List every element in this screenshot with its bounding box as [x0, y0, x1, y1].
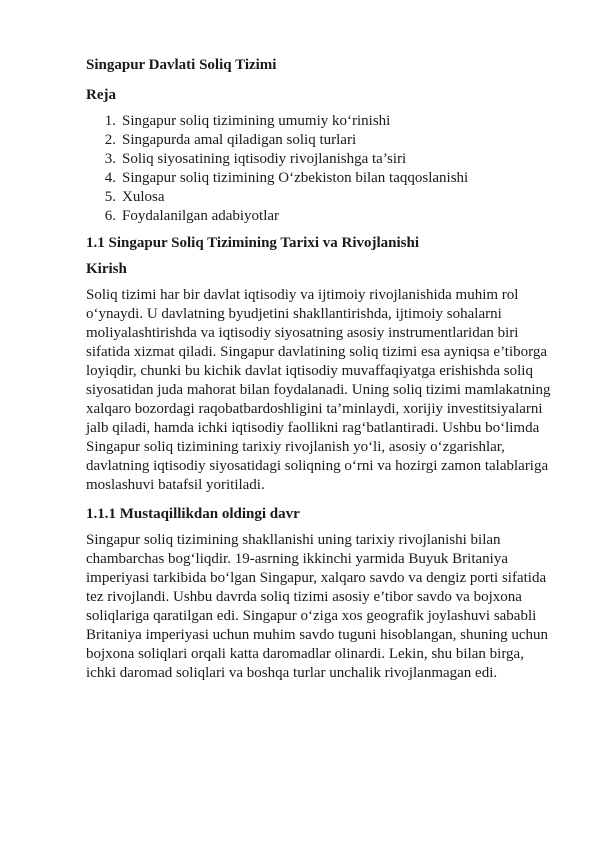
plan-item-number: 6. — [104, 208, 116, 224]
subsection-heading: 1.1.1 Mustaqillikdan oldingi davr — [86, 506, 300, 522]
intro-heading: Kirish — [86, 261, 127, 277]
plan-item — [86, 150, 556, 169]
plan-item-text: Xulosa — [122, 189, 165, 205]
plan-item-number: 4. — [104, 170, 116, 186]
plan-item-text: Soliq siyosatining iqtisodiy rivojlanishga ta’siri — [122, 151, 407, 167]
plan-item-number: 5. — [104, 189, 116, 205]
plan-item — [86, 169, 556, 188]
plan-item-text: Foydalanilgan adabiyotlar — [122, 208, 280, 224]
plan-item-text: Singapur soliq tizimining O‘zbekiston bilan taqqoslanishi — [122, 170, 469, 186]
plan-item-number: 2. — [104, 132, 116, 148]
plan-item — [86, 188, 556, 207]
plan-item — [86, 207, 556, 226]
intro-paragraph: Soliq tizimi har bir davlat iqtisodiy va ijtimoiy rivojlanishida muhim rol o‘ynaydi. U davlatning byudjetini shakllantirishda, ijtimoiy sohalarni moliyalashtirishda va iqtisodiy siyosatning asosiy instrumentlaridan biri sifatida xizmat qiladi. Singapur davlatining soliq tizimi esa ayniqsa e’tiborga loyiqdir, chunki bu kichik davlat iqtisodiy muvaffaqiyatga erishishda soliq siyosatidan juda mahorat bilan foydalanadi. Uning soliq tizimi mamlakatning xalqaro bozordagi raqobatbardoshligini ta’minlaydi, xorijiy investitsiyalarni jalb qiladi, hamda ichki iqtisodiy faollikni rag‘batlantiradi. Ushbu bo‘limda Singapur soliq tizimining tarixiy rivojlanish yo‘li, asosiy o‘zgarishlar, davlatning iqtisodiy siyosatidagi soliqning o‘rni va hozirgi zamon talablariga moslashuvi batafsil yoritiladi. — [86, 287, 551, 493]
section-heading: 1.1 Singapur Soliq Tizimining Tarixi va Rivojlanishi — [86, 235, 420, 251]
plan-item — [86, 112, 556, 131]
document-title: Singapur Davlati Soliq Tizimi — [86, 57, 277, 73]
plan-list — [86, 112, 556, 226]
subsection-paragraph: Singapur soliq tizimining shakllanishi uning tarixiy rivojlanishi bilan chambarchas bog‘liqdir. 19-asrning ikkinchi yarmida Buyuk Britaniya imperiyasi tarkibida bo‘lgan Singapur, xalqaro savdo va dengiz porti sifatida tez rivojlandi. Ushbu davrda soliq tizimi asosiy e’tibor savdo va bojxona soliqlariga qaratilgan edi. Singapur o‘ziga xos geografik joylashuvi sababli Britaniya imperiyasi uchun muhim savdo tuguni hisoblangan, shuning uchun bojxona soliqlari orqali katta daromadlar olinardi. Lekin, shu bilan birga, ichki daromad soliqlari va boshqa turlar unchalik rivojlanmagan edi. — [86, 532, 549, 681]
plan-item-number: 3. — [104, 151, 116, 167]
document-page — [86, 56, 556, 693]
plan-item-text: Singapurda amal qiladigan soliq turlari — [122, 132, 357, 148]
plan-item-text: Singapur soliq tizimining umumiy ko‘rinishi — [122, 113, 391, 129]
plan-item-number: 1. — [104, 113, 116, 129]
plan-item — [86, 131, 556, 150]
plan-heading: Reja — [86, 87, 116, 103]
